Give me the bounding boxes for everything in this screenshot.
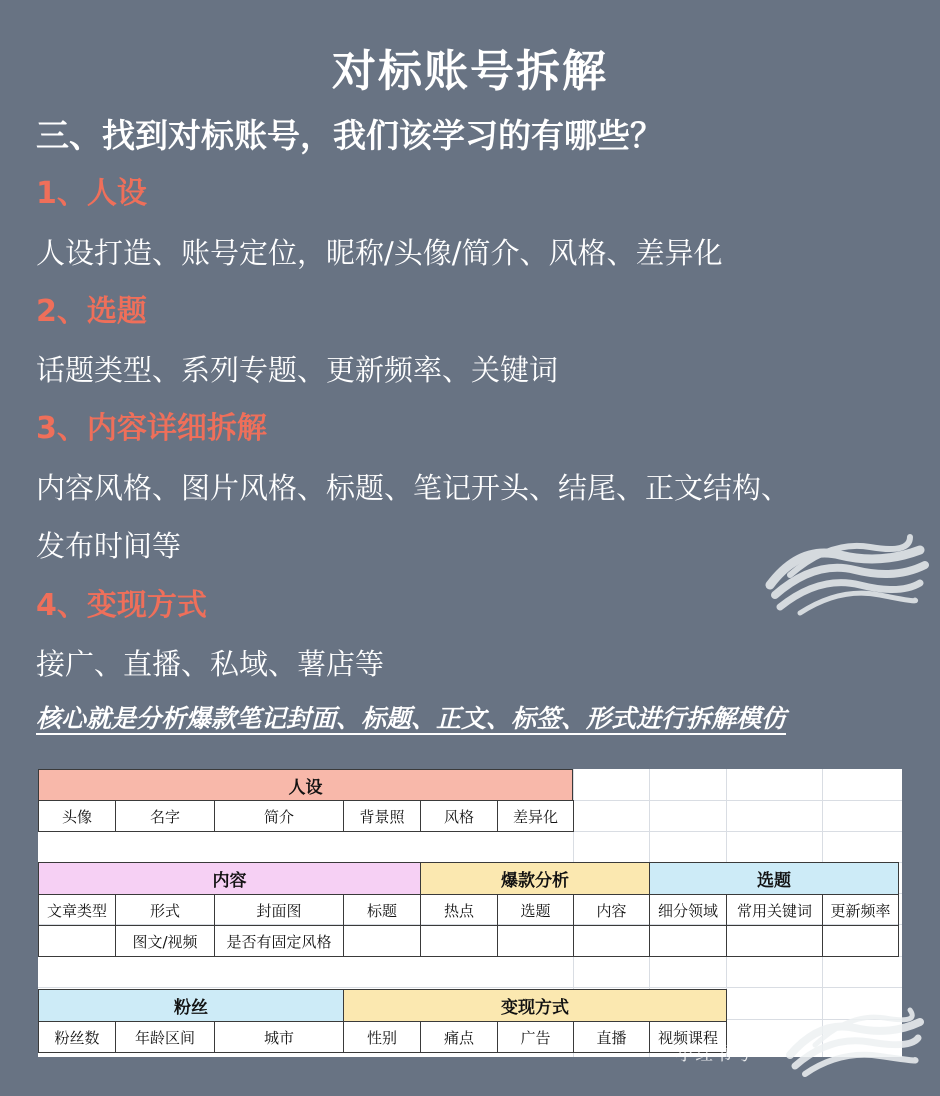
section-heading-content: 3、内容详细拆解 xyxy=(36,411,267,446)
page-title: 对标账号拆解 xyxy=(332,46,608,97)
chalk-scribble-decoration xyxy=(780,1000,925,1080)
topic-header: 选题 xyxy=(649,862,899,895)
content-row2-cover: 是否有固定风格 xyxy=(214,925,344,957)
persona-col-name: 名字 xyxy=(115,800,215,832)
fans-col-age: 年龄区间 xyxy=(115,1021,215,1053)
section-text-persona: 人设打造、账号定位，昵称/头像/简介、风格、差异化 xyxy=(36,236,723,270)
persona-header: 人设 xyxy=(38,769,573,801)
spreadsheet-table xyxy=(38,769,902,1057)
topic-col-keywords: 常用关键词 xyxy=(726,894,823,926)
hot-row2-cell xyxy=(573,925,650,957)
section-text-content-line1: 内容风格、图片风格、标题、笔记开头、结尾、正文结构、 xyxy=(36,471,791,505)
hot-analysis-header: 爆款分析 xyxy=(420,862,650,895)
content-row2-form: 图文/视频 xyxy=(115,925,215,957)
content-row2-type xyxy=(38,925,116,957)
section-text-content-line2: 发布时间等 xyxy=(36,529,182,563)
hot-col-content: 内容 xyxy=(573,894,650,926)
content-row2-title xyxy=(343,925,421,957)
monetize-col-live: 直播 xyxy=(573,1021,650,1053)
content-col-title: 标题 xyxy=(343,894,421,926)
section-heading-topic: 2、选题 xyxy=(36,294,147,329)
topic-row2-cell xyxy=(726,925,823,957)
monetize-header: 变现方式 xyxy=(343,989,727,1022)
monetize-col-ads: 广告 xyxy=(497,1021,574,1053)
summary-text: 核心就是分析爆款笔记封面、标题、正文、标签、形式进行拆解模仿 xyxy=(36,704,787,733)
persona-col-bio: 简介 xyxy=(214,800,344,832)
hot-col-topic: 选题 xyxy=(497,894,574,926)
monetize-col-course: 视频课程 xyxy=(649,1021,727,1053)
section-text-monetize: 接广、直播、私域、薯店等 xyxy=(36,647,385,681)
topic-col-frequency: 更新频率 xyxy=(822,894,899,926)
section-heading-persona: 1、人设 xyxy=(36,176,147,211)
hot-col-trend: 热点 xyxy=(420,894,498,926)
persona-col-style: 风格 xyxy=(420,800,498,832)
watermark-text: 小红书号 xyxy=(676,1044,752,1065)
persona-col-difference: 差异化 xyxy=(497,800,574,832)
content-col-cover: 封面图 xyxy=(214,894,344,926)
monetize-col-painpoint: 痛点 xyxy=(420,1021,498,1053)
section-text-topic: 话题类型、系列专题、更新频率、关键词 xyxy=(36,353,559,387)
persona-col-background: 背景照 xyxy=(343,800,421,832)
fans-col-city: 城市 xyxy=(214,1021,344,1053)
fans-header: 粉丝 xyxy=(38,989,344,1022)
section-heading-monetize: 4、变现方式 xyxy=(36,588,207,623)
monetize-col-gender: 性别 xyxy=(343,1021,421,1053)
content-col-form: 形式 xyxy=(115,894,215,926)
content-header: 内容 xyxy=(38,862,421,895)
persona-col-avatar: 头像 xyxy=(38,800,116,832)
hot-row2-cell xyxy=(420,925,498,957)
content-col-type: 文章类型 xyxy=(38,894,116,926)
question-heading: 三、找到对标账号，我们该学习的有哪些？ xyxy=(36,116,663,155)
hot-row2-cell xyxy=(497,925,574,957)
topic-row2-cell xyxy=(649,925,727,957)
topic-row2-cell xyxy=(822,925,899,957)
chalk-scribble-decoration xyxy=(760,525,930,620)
topic-col-niche: 细分领域 xyxy=(649,894,727,926)
fans-col-count: 粉丝数 xyxy=(38,1021,116,1053)
